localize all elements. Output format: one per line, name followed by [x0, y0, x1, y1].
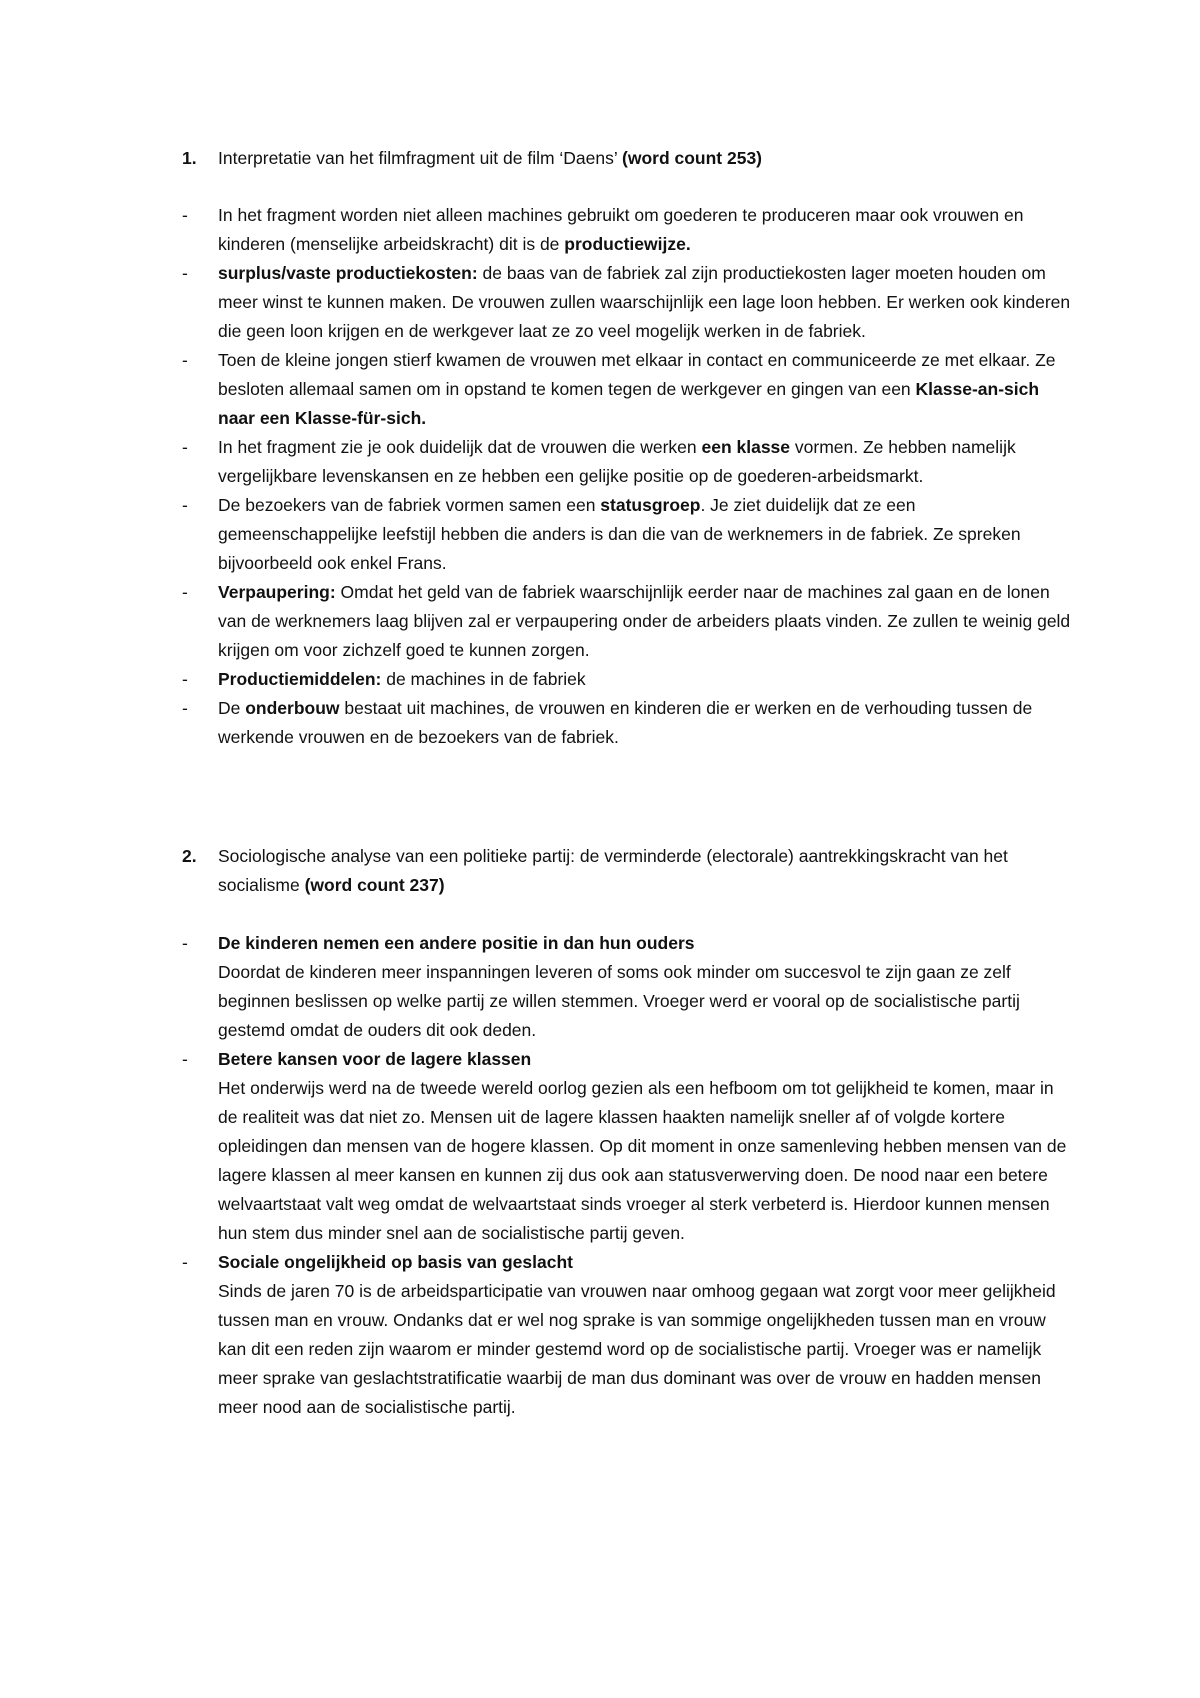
list-item: - Productiemiddelen: de machines in de fabriek	[182, 669, 586, 689]
section-2-number: 2.	[182, 846, 197, 866]
list-item-text: Verpaupering: Omdat het geld van de fabriek waarschijnlijk eerder naar de machines zal gaan en de lonen van de werknemers laag blijven zal er verpaupering onder de arbeiders plaats vinden. Ze zullen te weinig geld krijgen om voor zichzelf goed te kunnen zorgen.	[218, 582, 1071, 660]
list-item: - Toen de kleine jongen stierf kwamen de vrouwen met elkaar in contact en communiceerde ze met elkaar. Ze besloten allemaal samen om in opstand te komen tegen de werkgever en gingen van een Klasse-an-sich naar een Klasse-für-sich.	[182, 350, 1056, 428]
section-2-list	[182, 929, 1072, 1422]
section-1-word-count: (word count 253)	[622, 148, 763, 168]
section-2-word-count: (word count 237)	[304, 875, 445, 895]
list-item: - De onderbouw bestaat uit machines, de vrouwen en kinderen die er werken en de verhouding tussen de werkende vrouwen en de bezoekers van de fabriek.	[182, 698, 1033, 747]
list-item: - Sociale ongelijkheid op basis van geslacht Sinds de jaren 70 is de arbeidsparticipatie van vrouwen naar omhoog gegaan wat zorgt voor meer gelijkheid tussen man en vrouw. Ondanks dat er wel nog sprake is van sommige ongelijkheden tussen man en vrouw kan dit een reden zijn waarom er minder gestemd word op de socialistische partij. Vroeger was er namelijk meer sprake van geslachtstratificatie waarbij de man dus dominant was over de vrouw en hadden mensen meer nood aan de socialistische partij.	[182, 1248, 1072, 1422]
section-2-title: Sociologische analyse van een politieke partij: de verminderde (electorale) aantrekkingskracht van het socialisme	[218, 846, 1008, 895]
list-item: - Betere kansen voor de lagere klassen Het onderwijs werd na de tweede wereld oorlog gezien als een hefboom om tot gelijkheid te komen, maar in de realiteit was dat niet zo. Mensen uit de lagere klassen haakten namelijk sneller af of volgde kortere opleidingen dan mensen van de hogere klassen. Op dit moment in onze samenleving hebben mensen van de lagere klassen al meer kansen en kunnen zij dus ook aan statusverwerving doen. De nood naar een betere welvaartstaat valt weg omdat de welvaartstaat sinds vroeger al sterk verbeterd is. Hierdoor kunnen mensen hun stem dus minder snel aan de socialistische partij geven.	[182, 1045, 1072, 1248]
list-item-text: In het fragment zie je ook duidelijk dat de vrouwen die werken een klasse vormen. Ze hebben namelijk vergelijkbare levenskansen en ze hebben een gelijke positie op de goederen-arbeidsmarkt.	[218, 437, 1016, 486]
list-item-heading: De kinderen nemen een andere positie in dan hun ouders	[218, 933, 695, 953]
list-item: - De kinderen nemen een andere positie in dan hun ouders Doordat de kinderen meer inspanningen leveren of soms ook minder om succesvol te zijn gaan ze zelf beginnen beslissen op welke partij ze willen stemmen. Vroeger werd er vooral op de socialistische partij gestemd omdat de ouders dit ook deden.	[182, 929, 1072, 1045]
list-item: - Verpaupering: Omdat het geld van de fabriek waarschijnlijk eerder naar de machines zal gaan en de lonen van de werknemers laag blijven zal er verpaupering onder de arbeiders plaats vinden. Ze zullen te weinig geld krijgen om voor zichzelf goed te kunnen zorgen.	[182, 582, 1071, 660]
section-1-list	[182, 201, 1072, 752]
list-item-text: Doordat de kinderen meer inspanningen leveren of soms ook minder om succesvol te zijn gaan ze zelf beginnen beslissen op welke partij ze willen stemmen. Vroeger werd er vooral op de socialistische partij gestemd omdat de ouders dit ook deden.	[218, 962, 1020, 1040]
list-item: - In het fragment worden niet alleen machines gebruikt om goederen te produceren maar ook vrouwen en kinderen (menselijke arbeidskracht) dit is de productiewijze.	[182, 205, 1024, 254]
list-item-text: De onderbouw bestaat uit machines, de vrouwen en kinderen die er werken en de verhouding tussen de werkende vrouwen en de bezoekers van de fabriek.	[218, 698, 1033, 747]
list-item-text: Het onderwijs werd na de tweede wereld oorlog gezien als een hefboom om tot gelijkheid te komen, maar in de realiteit was dat niet zo. Mensen uit de lagere klassen haakten namelijk sneller af of volgde kortere opleidingen dan mensen van de hogere klassen. Op dit moment in onze samenleving hebben mensen van de lagere klassen al meer kansen en kunnen zij dus ook aan statusverwerving doen. De nood naar een betere welvaartstaat valt weg omdat de welvaartstaat sinds vroeger al sterk verbeterd is. Hierdoor kunnen mensen hun stem dus minder snel aan de socialistische partij geven.	[218, 1078, 1067, 1243]
section-1-heading	[182, 144, 1082, 173]
list-item-text: In het fragment worden niet alleen machines gebruikt om goederen te produceren maar ook vrouwen en kinderen (menselijke arbeidskracht) dit is de productiewijze.	[218, 205, 1024, 254]
list-item-heading: Betere kansen voor de lagere klassen	[218, 1049, 532, 1069]
section-1-title: Interpretatie van het filmfragment uit de film ‘Daens’	[218, 148, 618, 168]
section-2-heading	[182, 842, 1082, 900]
list-item-text: Toen de kleine jongen stierf kwamen de vrouwen met elkaar in contact en communiceerde ze met elkaar. Ze besloten allemaal samen om in opstand te komen tegen de werkgever en gingen van een Klasse-an-sich naar een Klasse-für-sich.	[218, 350, 1056, 428]
section-1-number: 1.	[182, 148, 197, 168]
list-item: - De bezoekers van de fabriek vormen samen een statusgroep. Je ziet duidelijk dat ze een gemeenschappelijke leefstijl hebben die anders is dan die van de werknemers in de fabriek. Ze spreken bijvoorbeeld ook enkel Frans.	[182, 495, 1021, 573]
list-item-text: surplus/vaste productiekosten: de baas van de fabriek zal zijn productiekosten lager moeten houden om meer winst te kunnen maken. De vrouwen zullen waarschijnlijk een lage loon hebben. Er werken ook kinderen die geen loon krijgen en de werkgever laat ze zo veel mogelijk werken in de fabriek.	[218, 263, 1071, 341]
list-item: - surplus/vaste productiekosten: de baas van de fabriek zal zijn productiekosten lager moeten houden om meer winst te kunnen maken. De vrouwen zullen waarschijnlijk een lage loon hebben. Er werken ook kinderen die geen loon krijgen en de werkgever laat ze zo veel mogelijk werken in de fabriek.	[182, 263, 1071, 341]
list-item: - In het fragment zie je ook duidelijk dat de vrouwen die werken een klasse vormen. Ze hebben namelijk vergelijkbare levenskansen en ze hebben een gelijke positie op de goederen-arbeidsmarkt.	[182, 437, 1016, 486]
list-item-text: Productiemiddelen: de machines in de fabriek	[218, 669, 586, 689]
list-item-text: Sinds de jaren 70 is de arbeidsparticipatie van vrouwen naar omhoog gegaan wat zorgt voor meer gelijkheid tussen man en vrouw. Ondanks dat er wel nog sprake is van sommige ongelijkheden tussen man en vrouw kan dit een reden zijn waarom er minder gestemd word op de socialistische partij. Vroeger was er namelijk meer sprake van geslachtstratificatie waarbij de man dus dominant was over de vrouw en hadden mensen meer nood aan de socialistische partij.	[218, 1281, 1056, 1417]
list-item-heading: Sociale ongelijkheid op basis van geslacht	[218, 1252, 573, 1272]
list-item-text: De bezoekers van de fabriek vormen samen een statusgroep. Je ziet duidelijk dat ze een gemeenschappelijke leefstijl hebben die anders is dan die van de werknemers in de fabriek. Ze spreken bijvoorbeeld ook enkel Frans.	[218, 495, 1021, 573]
